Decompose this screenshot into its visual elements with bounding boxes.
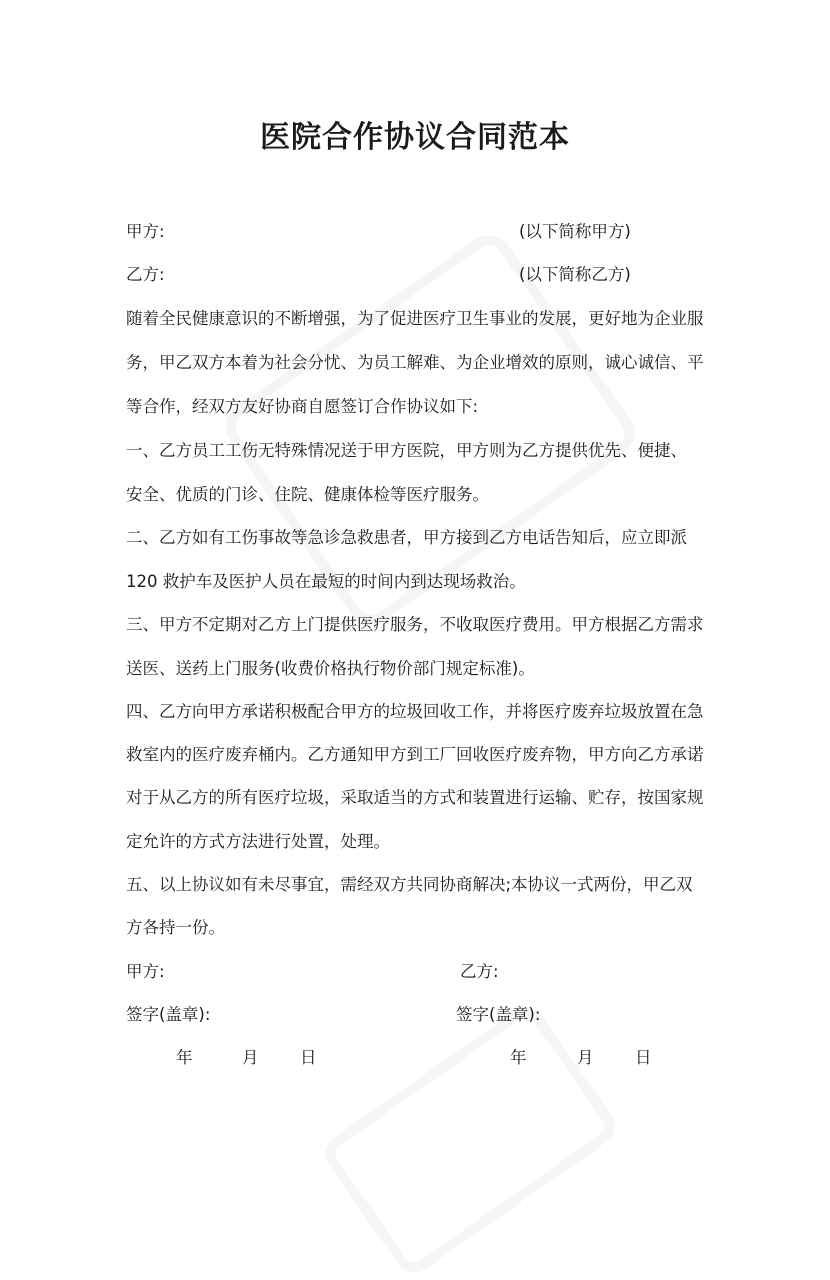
date-year-a: 年 xyxy=(176,1048,193,1067)
date-day-a: 日 xyxy=(300,1048,317,1067)
party-b-alias: (以下简称乙方) xyxy=(519,265,631,284)
watermark xyxy=(318,1000,623,1280)
clause-2-line: 二、乙方如有工伤事故等急诊急救患者，甲方接到乙方电话告知后，应立即派 xyxy=(126,528,687,547)
signature-party-b: 乙方: xyxy=(460,962,499,981)
clause-4-line: 四、乙方向甲方承诺积极配合甲方的垃圾回收工作，并将医疗废弃垃圾放置在急 xyxy=(126,702,704,721)
clause-2-line: 120 救护车及医护人员在最短的时间内到达现场救治。 xyxy=(126,572,526,591)
clause-3-line: 三、甲方不定期对乙方上门提供医疗服务，不收取医疗费用。甲方根据乙方需求 xyxy=(126,615,704,634)
date-year-b: 年 xyxy=(510,1048,527,1067)
signature-party-a: 甲方: xyxy=(126,962,165,981)
date-day-b: 日 xyxy=(635,1048,652,1067)
date-month-b: 月 xyxy=(577,1048,594,1067)
intro-line: 等合作，经双方友好协商自愿签订合作协议如下: xyxy=(126,397,479,416)
clause-5-line: 方各持一份。 xyxy=(126,918,225,937)
date-month-a: 月 xyxy=(242,1048,259,1067)
intro-line: 务，甲乙双方本着为社会分忧、为员工解难、为企业增效的原则，诚心诚信、平 xyxy=(126,353,704,372)
intro-line: 随着全民健康意识的不断增强，为了促进医疗卫生事业的发展，更好地为企业服 xyxy=(126,309,704,328)
signature-seal-a: 签字(盖章): xyxy=(126,1005,211,1024)
clause-4-line: 对于从乙方的所有医疗垃圾，采取适当的方式和装置进行运输、贮存，按国家规 xyxy=(126,788,704,807)
clause-1-line: 一、乙方员工工伤无特殊情况送于甲方医院，甲方则为乙方提供优先、便捷、 xyxy=(126,441,687,460)
party-a-label: 甲方: xyxy=(126,222,165,241)
signature-seal-b: 签字(盖章): xyxy=(456,1005,541,1024)
document-title: 医院合作协议合同范本 xyxy=(260,120,570,155)
party-b-label: 乙方: xyxy=(126,265,165,284)
party-a-alias: (以下简称甲方) xyxy=(519,222,631,241)
clause-4-line: 救室内的医疗废弃桶内。乙方通知甲方到工厂回收医疗废弃物，甲方向乙方承诺 xyxy=(126,745,704,764)
clause-5-line: 五、以上协议如有未尽事宜，需经双方共同协商解决;本协议一式两份，甲乙双 xyxy=(126,875,693,894)
clause-1-line: 安全、优质的门诊、住院、健康体检等医疗服务。 xyxy=(126,485,489,504)
clause-4-line: 定允许的方式方法进行处置，处理。 xyxy=(126,832,390,851)
clause-3-line: 送医、送药上门服务(收费价格执行物价部门规定标准)。 xyxy=(126,659,535,678)
